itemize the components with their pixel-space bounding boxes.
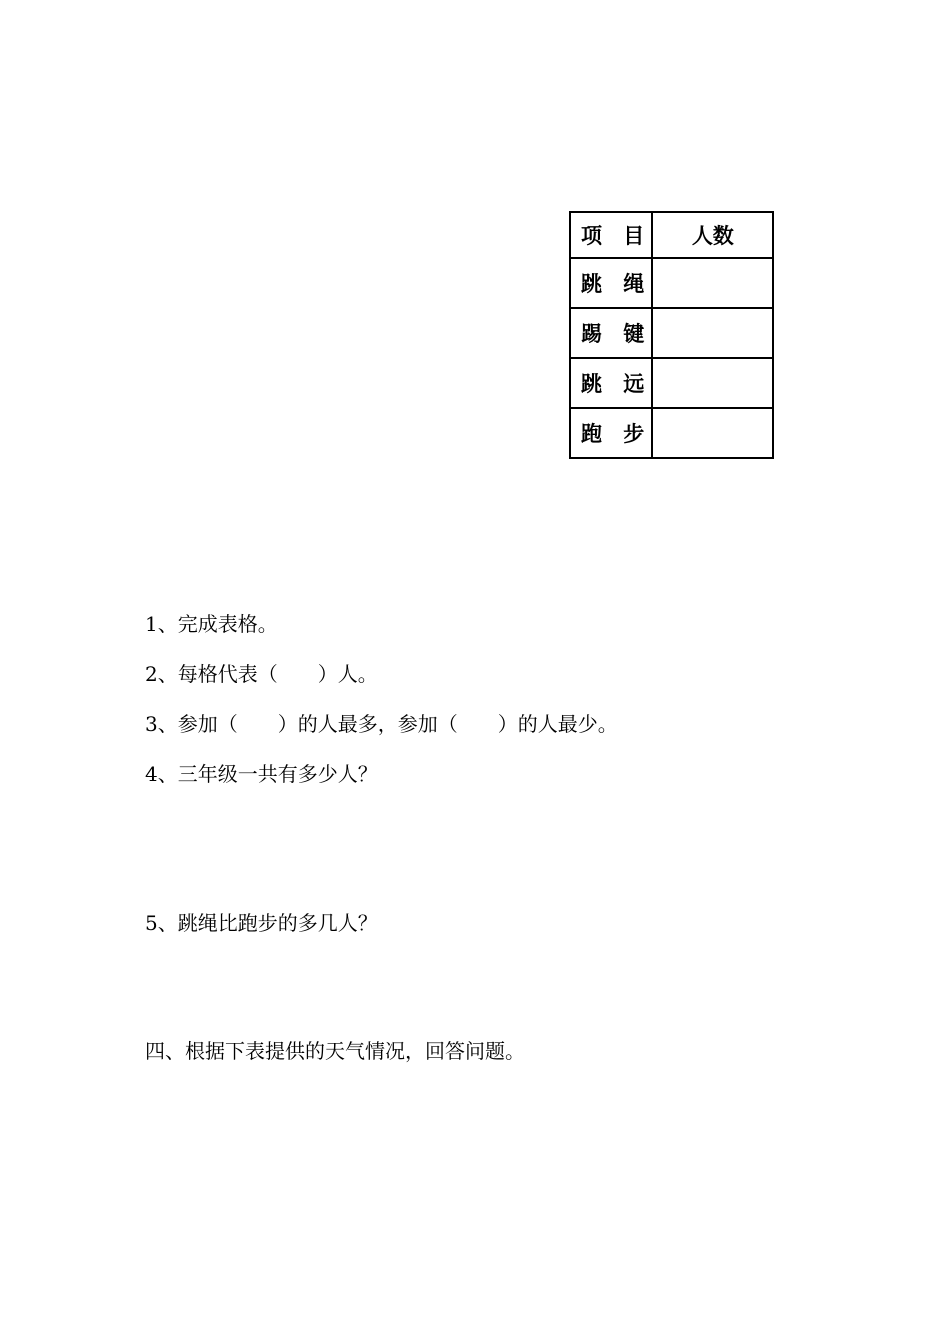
count-cell[interactable]: [652, 358, 773, 408]
table-row: [570, 408, 773, 458]
header-count-cell: 人数: [652, 212, 773, 258]
count-cell[interactable]: [652, 308, 773, 358]
section-heading: 四、根据下表提供的天气情况，回答问题。: [145, 1039, 525, 1063]
table-row: [570, 308, 773, 358]
tally-table: [569, 211, 774, 459]
question-1: 1、完成表格。: [145, 612, 278, 636]
item-cell: 跑 步: [570, 408, 652, 458]
table-header-row: [570, 212, 773, 258]
question-3: 3、参加（ ）的人最多，参加（ ）的人最少。: [145, 712, 618, 736]
table-row: [570, 358, 773, 408]
item-cell: 跳 远: [570, 358, 652, 408]
item-cell: 踢 键: [570, 308, 652, 358]
question-2: 2、每格代表（ ）人。: [145, 662, 378, 686]
question-5: 5、跳绳比跑步的多几人？: [145, 911, 378, 935]
table-row: [570, 258, 773, 308]
count-cell[interactable]: [652, 258, 773, 308]
item-cell: 跳 绳: [570, 258, 652, 308]
header-item-cell: 项 目: [570, 212, 652, 258]
question-4: 4、三年级一共有多少人？: [145, 762, 378, 786]
count-cell[interactable]: [652, 408, 773, 458]
